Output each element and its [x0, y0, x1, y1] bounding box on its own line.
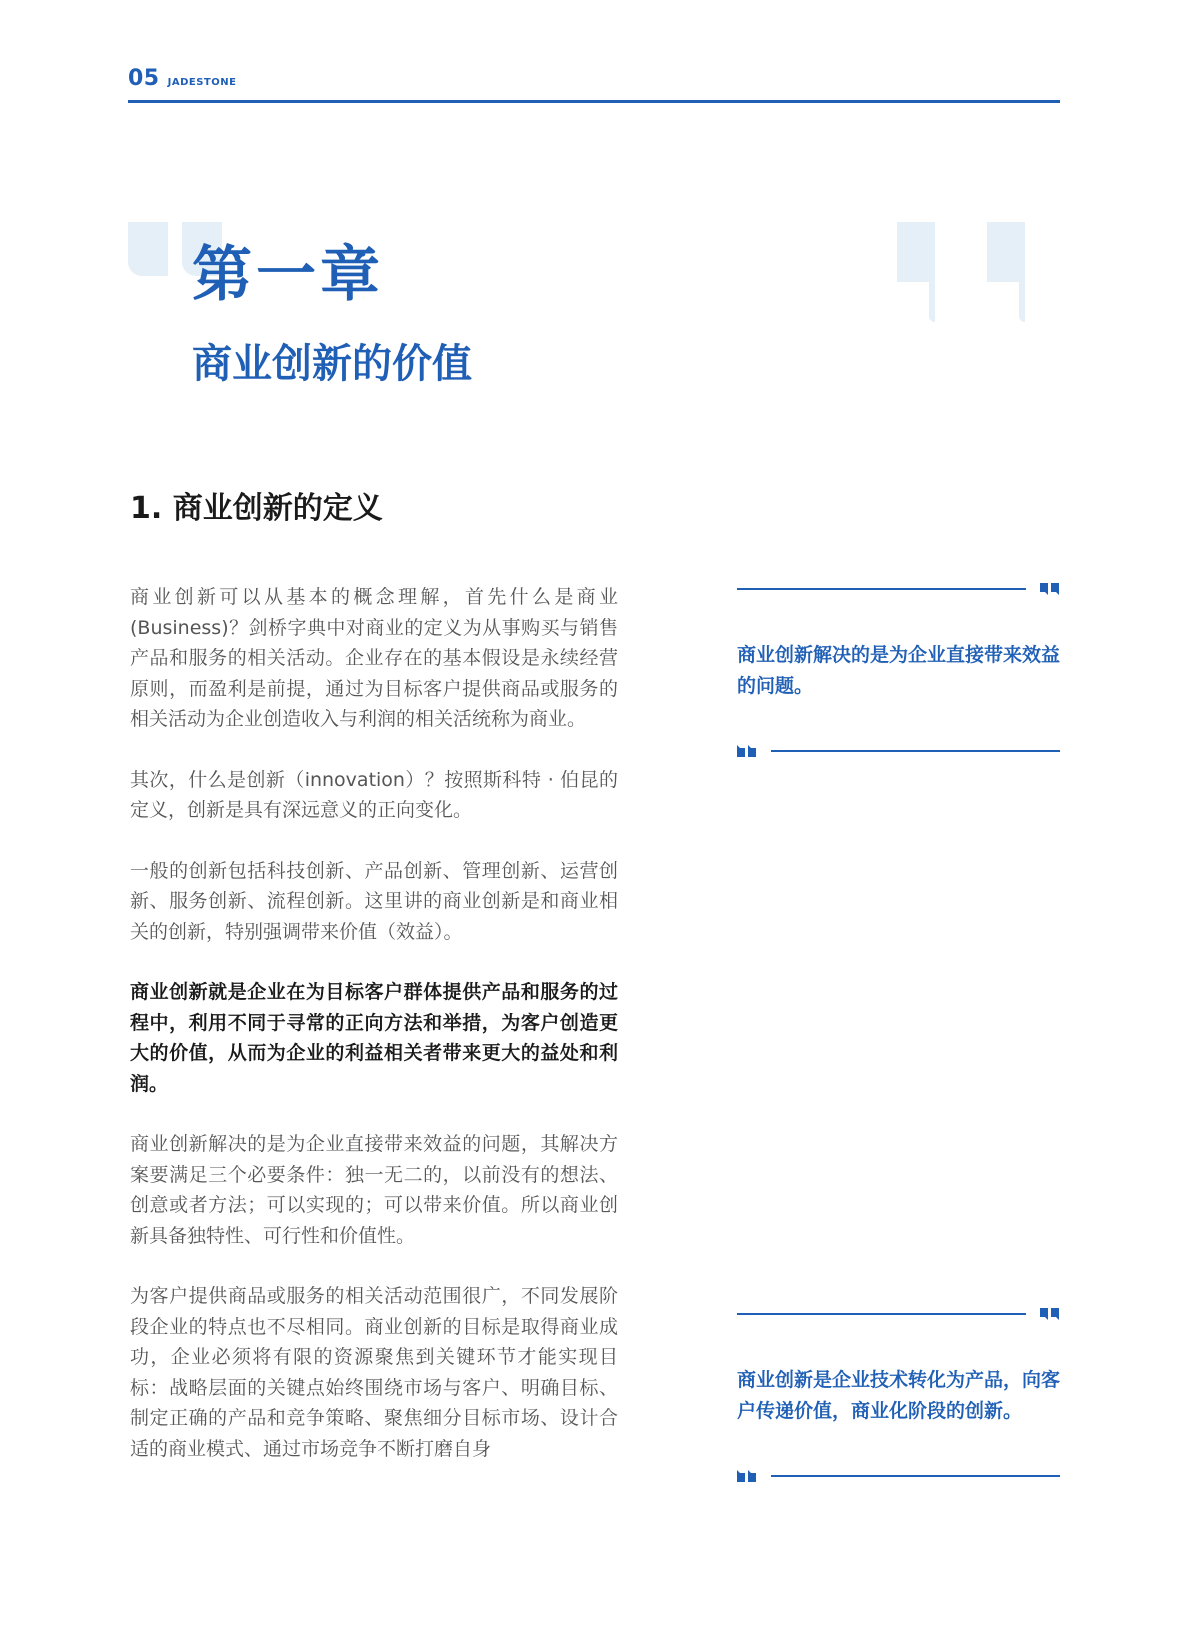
- small-close-quote-icon: [1040, 580, 1060, 599]
- close-quote-icon: [897, 222, 1062, 326]
- body-paragraph: 一般的创新包括科技创新、产品创新、管理创新、运营创新、服务创新、流程创新。这里讲的商业创新是和商业相关的创新，特别强调带来价值（效益）。: [130, 859, 618, 943]
- pullquote: [737, 578, 1060, 762]
- pullquote-text: 商业创新是企业技术转化为产品，向客户传递价值，商业化阶段的创新。: [737, 1369, 1061, 1422]
- chapter-subtitle: 商业创新的价值: [192, 341, 472, 387]
- small-open-quote-icon: [737, 742, 757, 761]
- body-text-column: [130, 582, 618, 1494]
- page-number: 05: [128, 66, 160, 91]
- pullquote-line: [771, 750, 1060, 752]
- pullquote: [737, 1303, 1060, 1487]
- brand-name: JADESTONE: [167, 77, 237, 88]
- chapter-title: 第一章: [192, 240, 384, 310]
- small-close-quote-icon: [1040, 1305, 1060, 1324]
- pullquote-bottom-rule: [737, 1465, 1060, 1487]
- section-heading: 1. 商业创新的定义: [130, 491, 383, 526]
- body-paragraph: 商业创新可以从基本的概念理解，首先什么是商业(Business)？剑桥字典中对商业的定义为从事购买与销售产品和服务的相关活动。企业存在的基本假设是永续经营原则，而盈利是前提，通过为目标客户提供商品或服务的相关活动为企业创造收入与利润的相关活统称为商业。: [130, 586, 618, 730]
- small-open-quote-icon: [737, 1467, 757, 1486]
- pullquote-line: [737, 588, 1026, 590]
- pullquote-line: [737, 1313, 1026, 1315]
- body-paragraph: 商业创新解决的是为企业直接带来效益的问题，其解决方案要满足三个必要条件：独一无二的，以前没有的想法、创意或者方法；可以实现的；可以带来价值。所以商业创新具备独特性、可行性和价值性。: [130, 1133, 618, 1247]
- page-header: [128, 66, 236, 91]
- pullquote-text: 商业创新解决的是为企业直接带来效益的问题。: [737, 644, 1061, 697]
- pullquote-bottom-rule: [737, 740, 1060, 762]
- pullquote-top-rule: [737, 578, 1060, 600]
- body-paragraph: 为客户提供商品或服务的相关活动范围很广，不同发展阶段企业的特点也不尽相同。商业创新的目标是取得商业成功，企业必须将有限的资源聚焦到关键环节才能实现目标：战略层面的关键点始终围绕市场与客户、明确目标、制定正确的产品和竞争策略、聚焦细分目标市场、设计合适的商业模式、通过市场竞争不断打磨自身: [130, 1285, 618, 1460]
- definition-paragraph: 商业创新就是企业在为目标客户群体提供产品和服务的过程中，利用不同于寻常的正向方法和举措，为客户创造更大的价值，从而为企业的利益相关者带来更大的益处和利润。: [130, 981, 618, 1095]
- pullquote-top-rule: [737, 1303, 1060, 1325]
- header-divider: [128, 100, 1060, 103]
- pullquote-line: [771, 1475, 1060, 1477]
- body-paragraph: 其次，什么是创新（innovation）？按照斯科特 · 伯昆的定义，创新是具有深远意义的正向变化。: [130, 768, 618, 821]
